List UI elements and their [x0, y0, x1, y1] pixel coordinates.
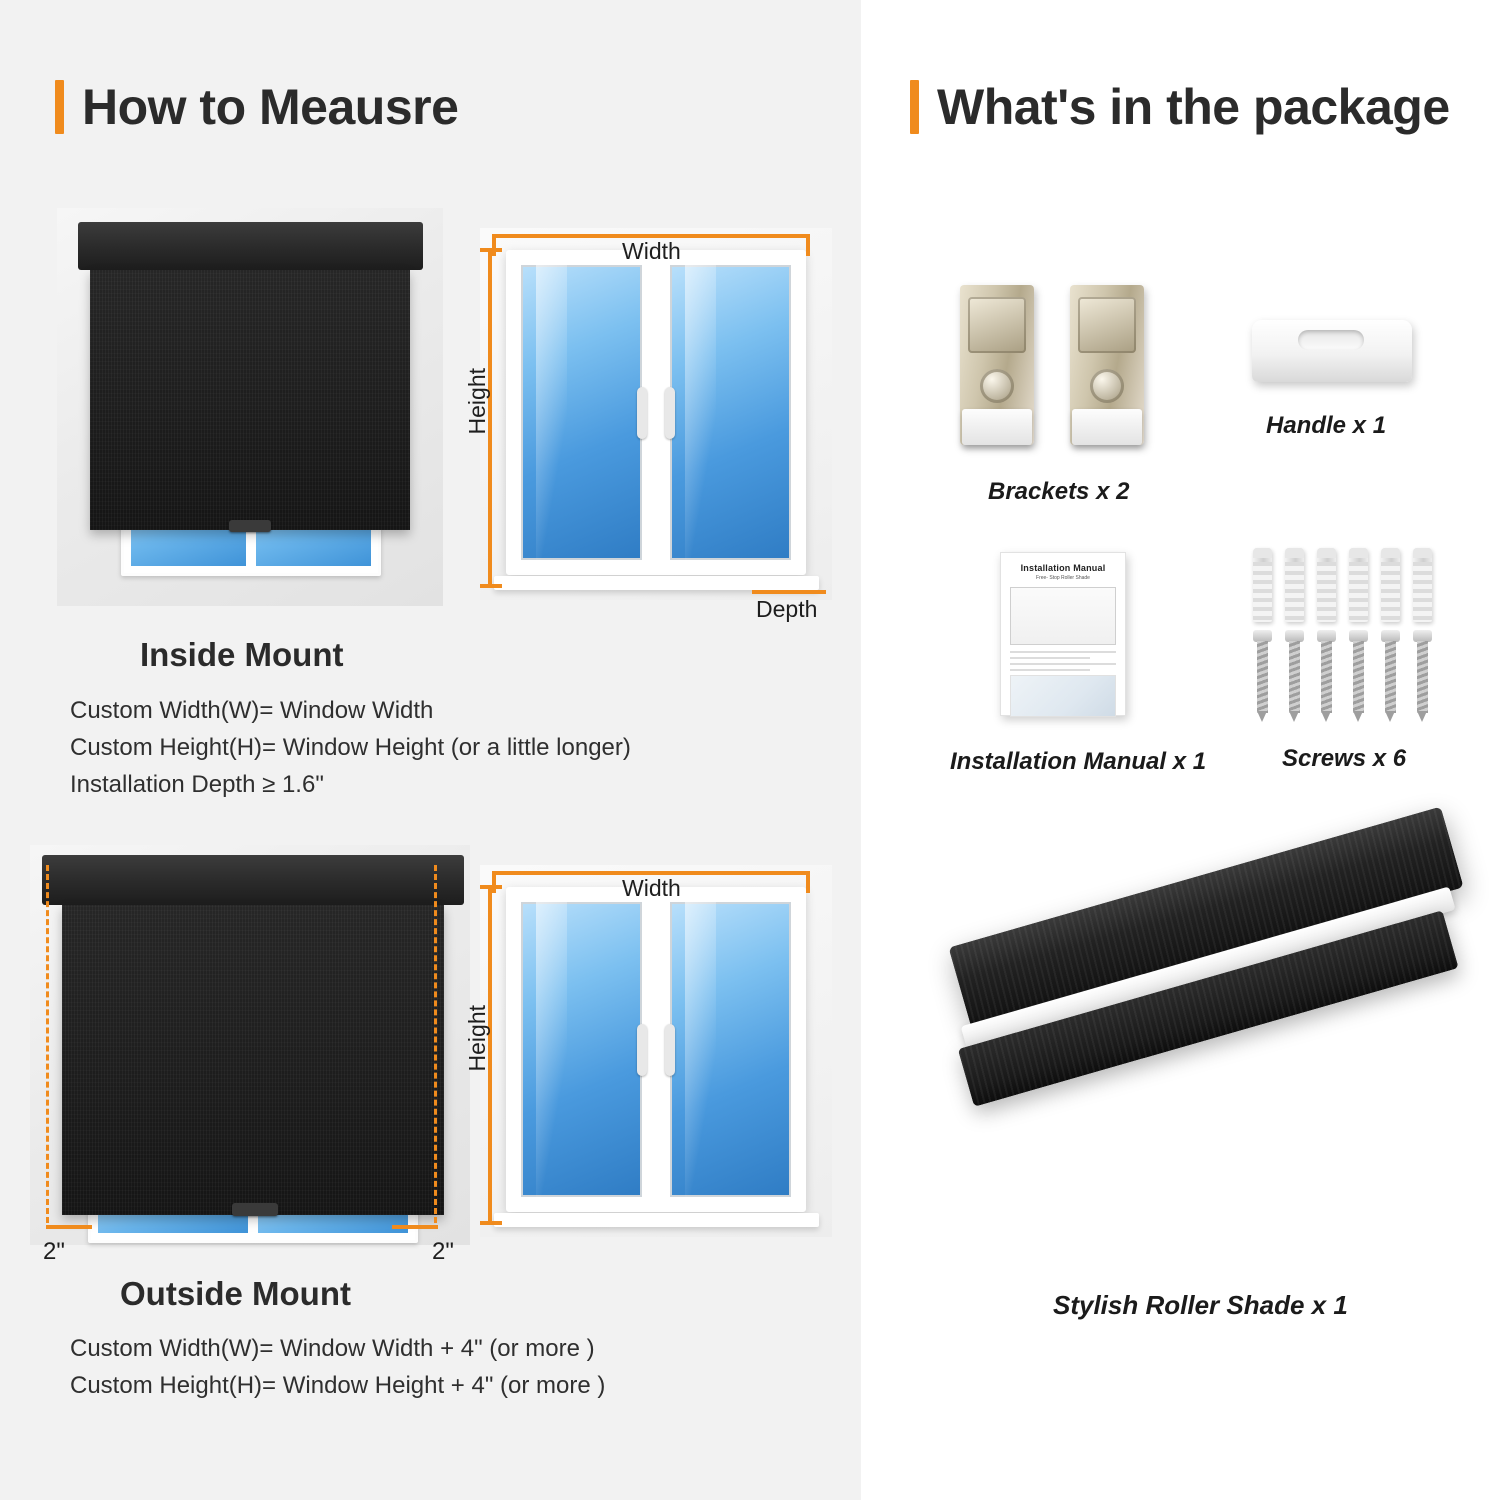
width-tick-right [806, 871, 810, 893]
window-handle-icon [637, 1024, 647, 1076]
accent-bar-icon [55, 80, 64, 134]
window-frame [506, 887, 806, 1212]
outside-mount-measure-diagram [466, 845, 848, 1245]
wall-anchor [1285, 548, 1304, 622]
width-tick-right [806, 234, 810, 256]
outside-right-offset-label: 2" [432, 1238, 454, 1265]
window-handle-icon [637, 387, 647, 439]
window-sash-right [661, 256, 800, 569]
wall-anchor [1413, 548, 1432, 622]
handle-item [1252, 320, 1412, 382]
left-section-heading [55, 78, 458, 136]
manual-illustration [1010, 675, 1116, 717]
shade-fabric [90, 270, 410, 530]
left-offset-mark [46, 1225, 92, 1229]
window-handle-icon [665, 1024, 675, 1076]
outside-mount-title: Outside Mount [120, 1275, 351, 1312]
width-label: Width [622, 238, 681, 264]
screw [1286, 630, 1303, 722]
manual-label: Installation Manual x 1 [950, 748, 1207, 775]
height-tick-top [480, 248, 502, 252]
screw [1254, 630, 1271, 722]
height-label: Height [464, 1005, 490, 1072]
right-offset-mark [392, 1225, 438, 1229]
width-tick-left [492, 871, 496, 893]
inside-mount-title: Inside Mount [140, 636, 344, 673]
shade-pull-handle [232, 1203, 278, 1216]
accent-bar-icon [910, 80, 919, 134]
shade-valance [42, 855, 464, 905]
screw [1318, 630, 1335, 722]
width-tick-left [492, 234, 496, 256]
shade-fabric [62, 905, 444, 1215]
right-section-heading [910, 78, 1450, 136]
bracket-item-1 [960, 285, 1034, 445]
inside-bullet-2: Custom Height(H)= Window Height (or a little longer) [70, 734, 631, 761]
inside-mount-shade-illustration [57, 208, 443, 606]
outside-bullet-2: Custom Height(H)= Window Height + 4" (or more ) [70, 1372, 606, 1399]
height-tick-top [480, 885, 502, 889]
wall-anchor [1349, 548, 1368, 622]
bracket-foot [962, 409, 1032, 445]
inside-bullet-1: Custom Width(W)= Window Width [70, 697, 434, 724]
window-handle-icon [665, 387, 675, 439]
left-heading-text: How to Meausre [82, 79, 459, 135]
window-sill [494, 1213, 819, 1227]
height-tick-bottom [480, 584, 502, 588]
shade-pull-handle [229, 520, 271, 532]
manual-text-lines [1010, 651, 1116, 671]
screws-label: Screws x 6 [1282, 745, 1407, 772]
right-heading-text: What's in the package [937, 79, 1450, 135]
installation-manual-item [1000, 552, 1126, 716]
wall-anchor [1253, 548, 1272, 622]
left-offset-dashed-line [46, 865, 49, 1223]
outside-mount-shade-illustration [30, 845, 470, 1245]
right-offset-dashed-line [434, 865, 437, 1223]
manual-diagram-box [1010, 587, 1116, 645]
wall-anchor [1381, 548, 1400, 622]
outside-bullet-1: Custom Width(W)= Window Width + 4" (or more ) [70, 1335, 595, 1362]
outside-left-offset-label: 2" [43, 1238, 65, 1265]
screw [1414, 630, 1431, 722]
screw [1350, 630, 1367, 722]
brackets-label: Brackets x 2 [988, 478, 1130, 505]
roller-shade-label: Stylish Roller Shade x 1 [1053, 1290, 1348, 1320]
height-label: Height [464, 368, 490, 435]
screw [1382, 630, 1399, 722]
width-label: Width [622, 875, 681, 901]
handle-label: Handle x 1 [1266, 412, 1387, 439]
roller-shade-product [940, 880, 1480, 1260]
manual-title: Installation Manual [1020, 563, 1106, 573]
window-sill [494, 576, 819, 590]
bracket-item-2 [1070, 285, 1144, 445]
window-sash-right [661, 893, 800, 1206]
manual-subtitle: Free- Stop Roller Shade [1036, 575, 1090, 581]
window-sash-left [512, 893, 651, 1206]
shade-valance [78, 222, 423, 270]
bracket-foot [1072, 409, 1142, 445]
depth-dimension-line [752, 590, 826, 594]
panel-divider [861, 0, 863, 1500]
depth-label: Depth [756, 596, 818, 622]
window-frame [506, 250, 806, 575]
inside-mount-measure-diagram [464, 208, 848, 622]
height-tick-bottom [480, 1221, 502, 1225]
window-sash-left [512, 256, 651, 569]
inside-bullet-3: Installation Depth ≥ 1.6" [70, 771, 324, 798]
wall-anchor [1317, 548, 1336, 622]
